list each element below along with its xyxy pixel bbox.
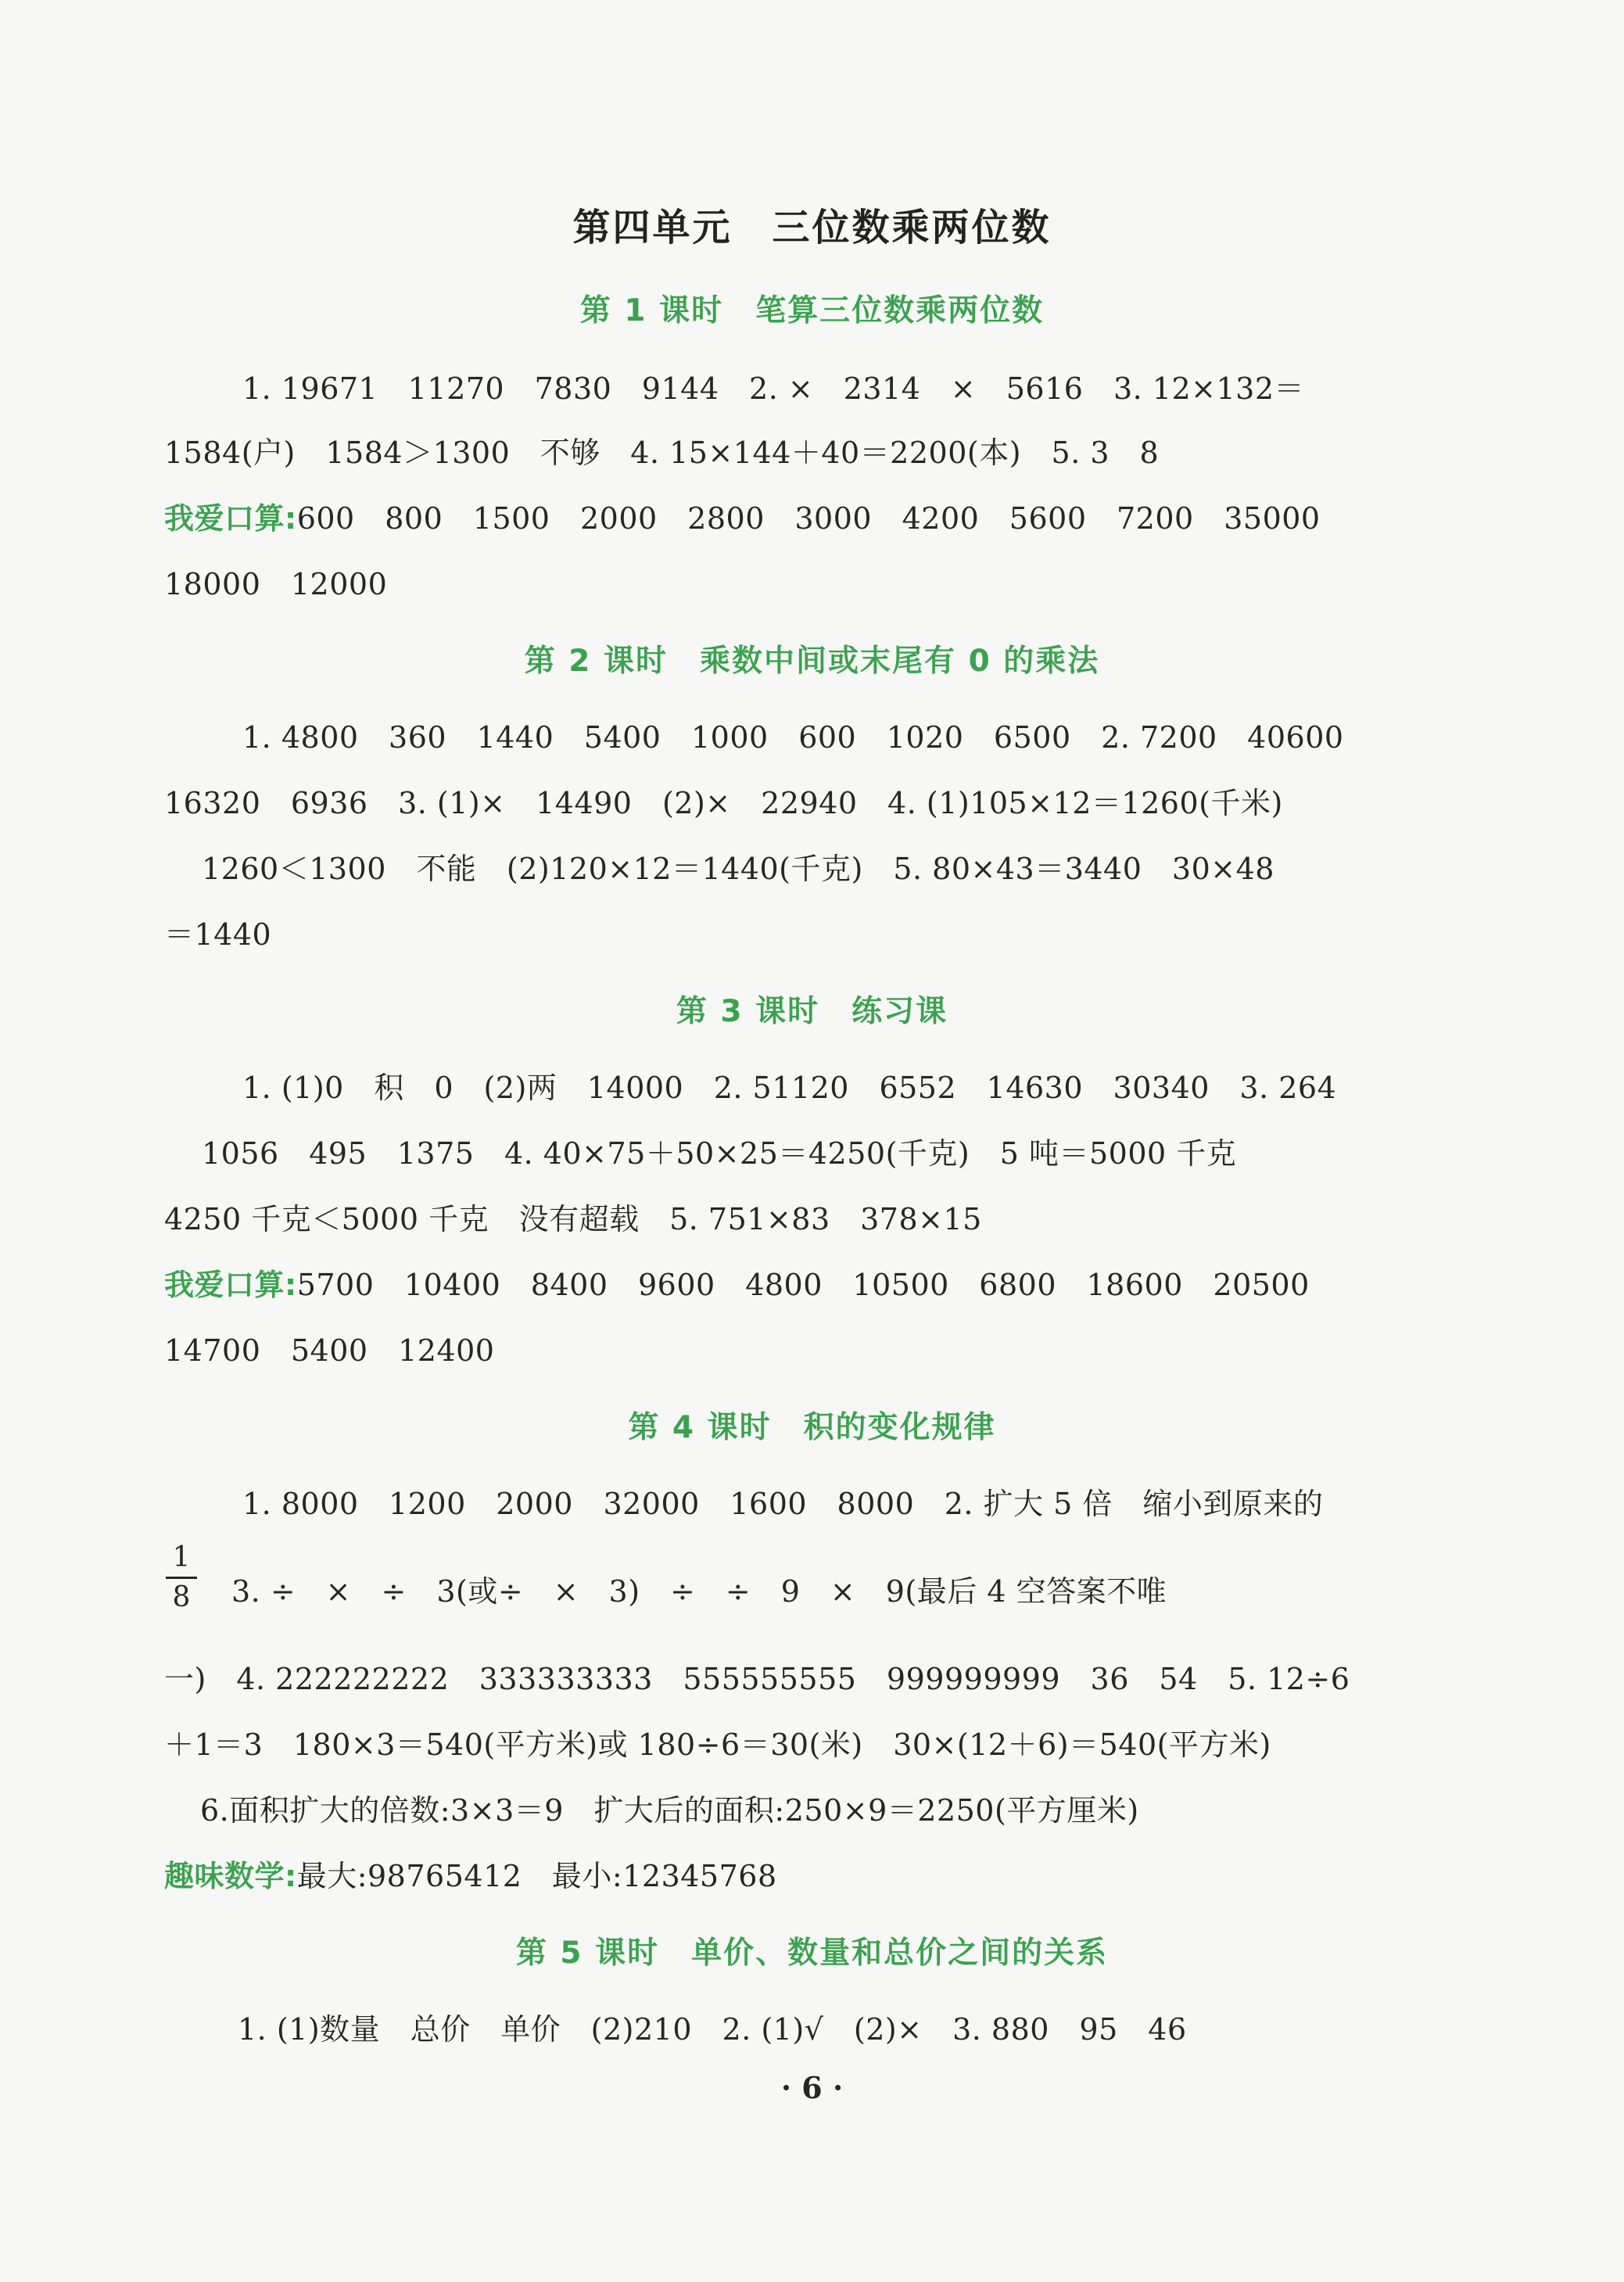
kousuan-values: 600 800 1500 2000 2800 3000 4200 5600 7200 35000 — [296, 501, 1321, 536]
answer-line-8: ＝1440 — [164, 917, 272, 952]
answer-line-20: 1. (1)数量 总价 单价 (2)210 2. (1)√ (2)× 3. 880 95 46 — [238, 2012, 1187, 2047]
lesson-title-2: 第 2 课时 乘数中间或末尾有 0 的乘法 — [524, 644, 1100, 679]
lesson-title-5: 第 5 课时 单价、数量和总价之间的关系 — [515, 1936, 1109, 1971]
answer-line-1: 1. 19671 11270 7830 9144 2. × 2314 × 5616 3. 12×132＝ — [242, 371, 1305, 406]
quwei-values: 最大:98765412 最小:12345768 — [296, 1859, 777, 1893]
fraction-numerator: 1 — [172, 1541, 191, 1573]
answer-line-19 — [164, 1852, 1462, 1895]
page-number: · 6 · — [780, 2070, 844, 2105]
answer-line-10: 1056 495 1375 4. 40×75＋50×25＝4250(千克) 5 吨＝5000 千克 — [202, 1136, 1237, 1171]
answer-line-13: 14700 5400 12400 — [164, 1333, 495, 1368]
answer-line-12 — [164, 1261, 1462, 1304]
fraction-one-eighth — [166, 1541, 197, 1615]
answer-line-15: 3. ÷ × ÷ 3(或÷ × 3) ÷ ÷ 9 × 9(最后 4 空答案不唯 — [231, 1574, 1167, 1609]
kousuan-values-2: 5700 10400 8400 9600 4800 10500 6800 18600 20500 — [296, 1268, 1310, 1302]
lesson-title-4: 第 4 课时 积的变化规律 — [628, 1410, 996, 1445]
answer-line-16: 一) 4. 222222222 333333333 555555555 999999999 36 54 5. 12÷6 — [164, 1662, 1350, 1696]
answer-line-5: 1. 4800 360 1440 5400 1000 600 1020 6500 2. 7200 40600 — [242, 720, 1344, 755]
answer-line-4: 18000 12000 — [164, 567, 388, 601]
answer-line-3 — [164, 494, 1462, 537]
answer-line-11: 4250 千克＜5000 千克 没有超载 5. 751×83 378×15 — [164, 1202, 982, 1236]
quwei-label: 趣味数学: — [164, 1859, 297, 1893]
unit-title: 第四单元 三位数乘两位数 — [572, 206, 1052, 249]
kousuan-label-2: 我爱口算: — [164, 1268, 297, 1302]
fraction-denominator: 8 — [172, 1581, 191, 1613]
lesson-title-3: 第 3 课时 练习课 — [676, 994, 948, 1029]
answer-line-17: ＋1＝3 180×3＝540(平方米)或 180÷6＝30(米) 30×(12＋6)＝540(平方米) — [164, 1728, 1271, 1762]
answer-line-9: 1. (1)0 积 0 (2)两 14000 2. 51120 6552 14630 30340 3. 264 — [242, 1071, 1337, 1105]
answer-line-6: 16320 6936 3. (1)× 14490 (2)× 22940 4. (1)105×12＝1260(千米) — [164, 786, 1283, 820]
answer-line-14: 1. 8000 1200 2000 32000 1600 8000 2. 扩大 5 倍 缩小到原来的 — [242, 1487, 1324, 1521]
answer-line-7: 1260＜1300 不能 (2)120×12＝1440(千克) 5. 80×43＝3440 30×48 — [202, 852, 1274, 886]
kousuan-label: 我爱口算: — [164, 501, 297, 536]
lesson-title-1: 第 1 课时 笔算三位数乘两位数 — [579, 293, 1045, 328]
answer-line-2: 1584(户) 1584＞1300 不够 4. 15×144＋40＝2200(本) 5. 3 8 — [164, 436, 1160, 470]
fraction-bar — [166, 1577, 197, 1579]
answer-line-18: 6.面积扩大的倍数:3×3＝9 扩大后的面积:250×9＝2250(平方厘米) — [200, 1793, 1139, 1828]
